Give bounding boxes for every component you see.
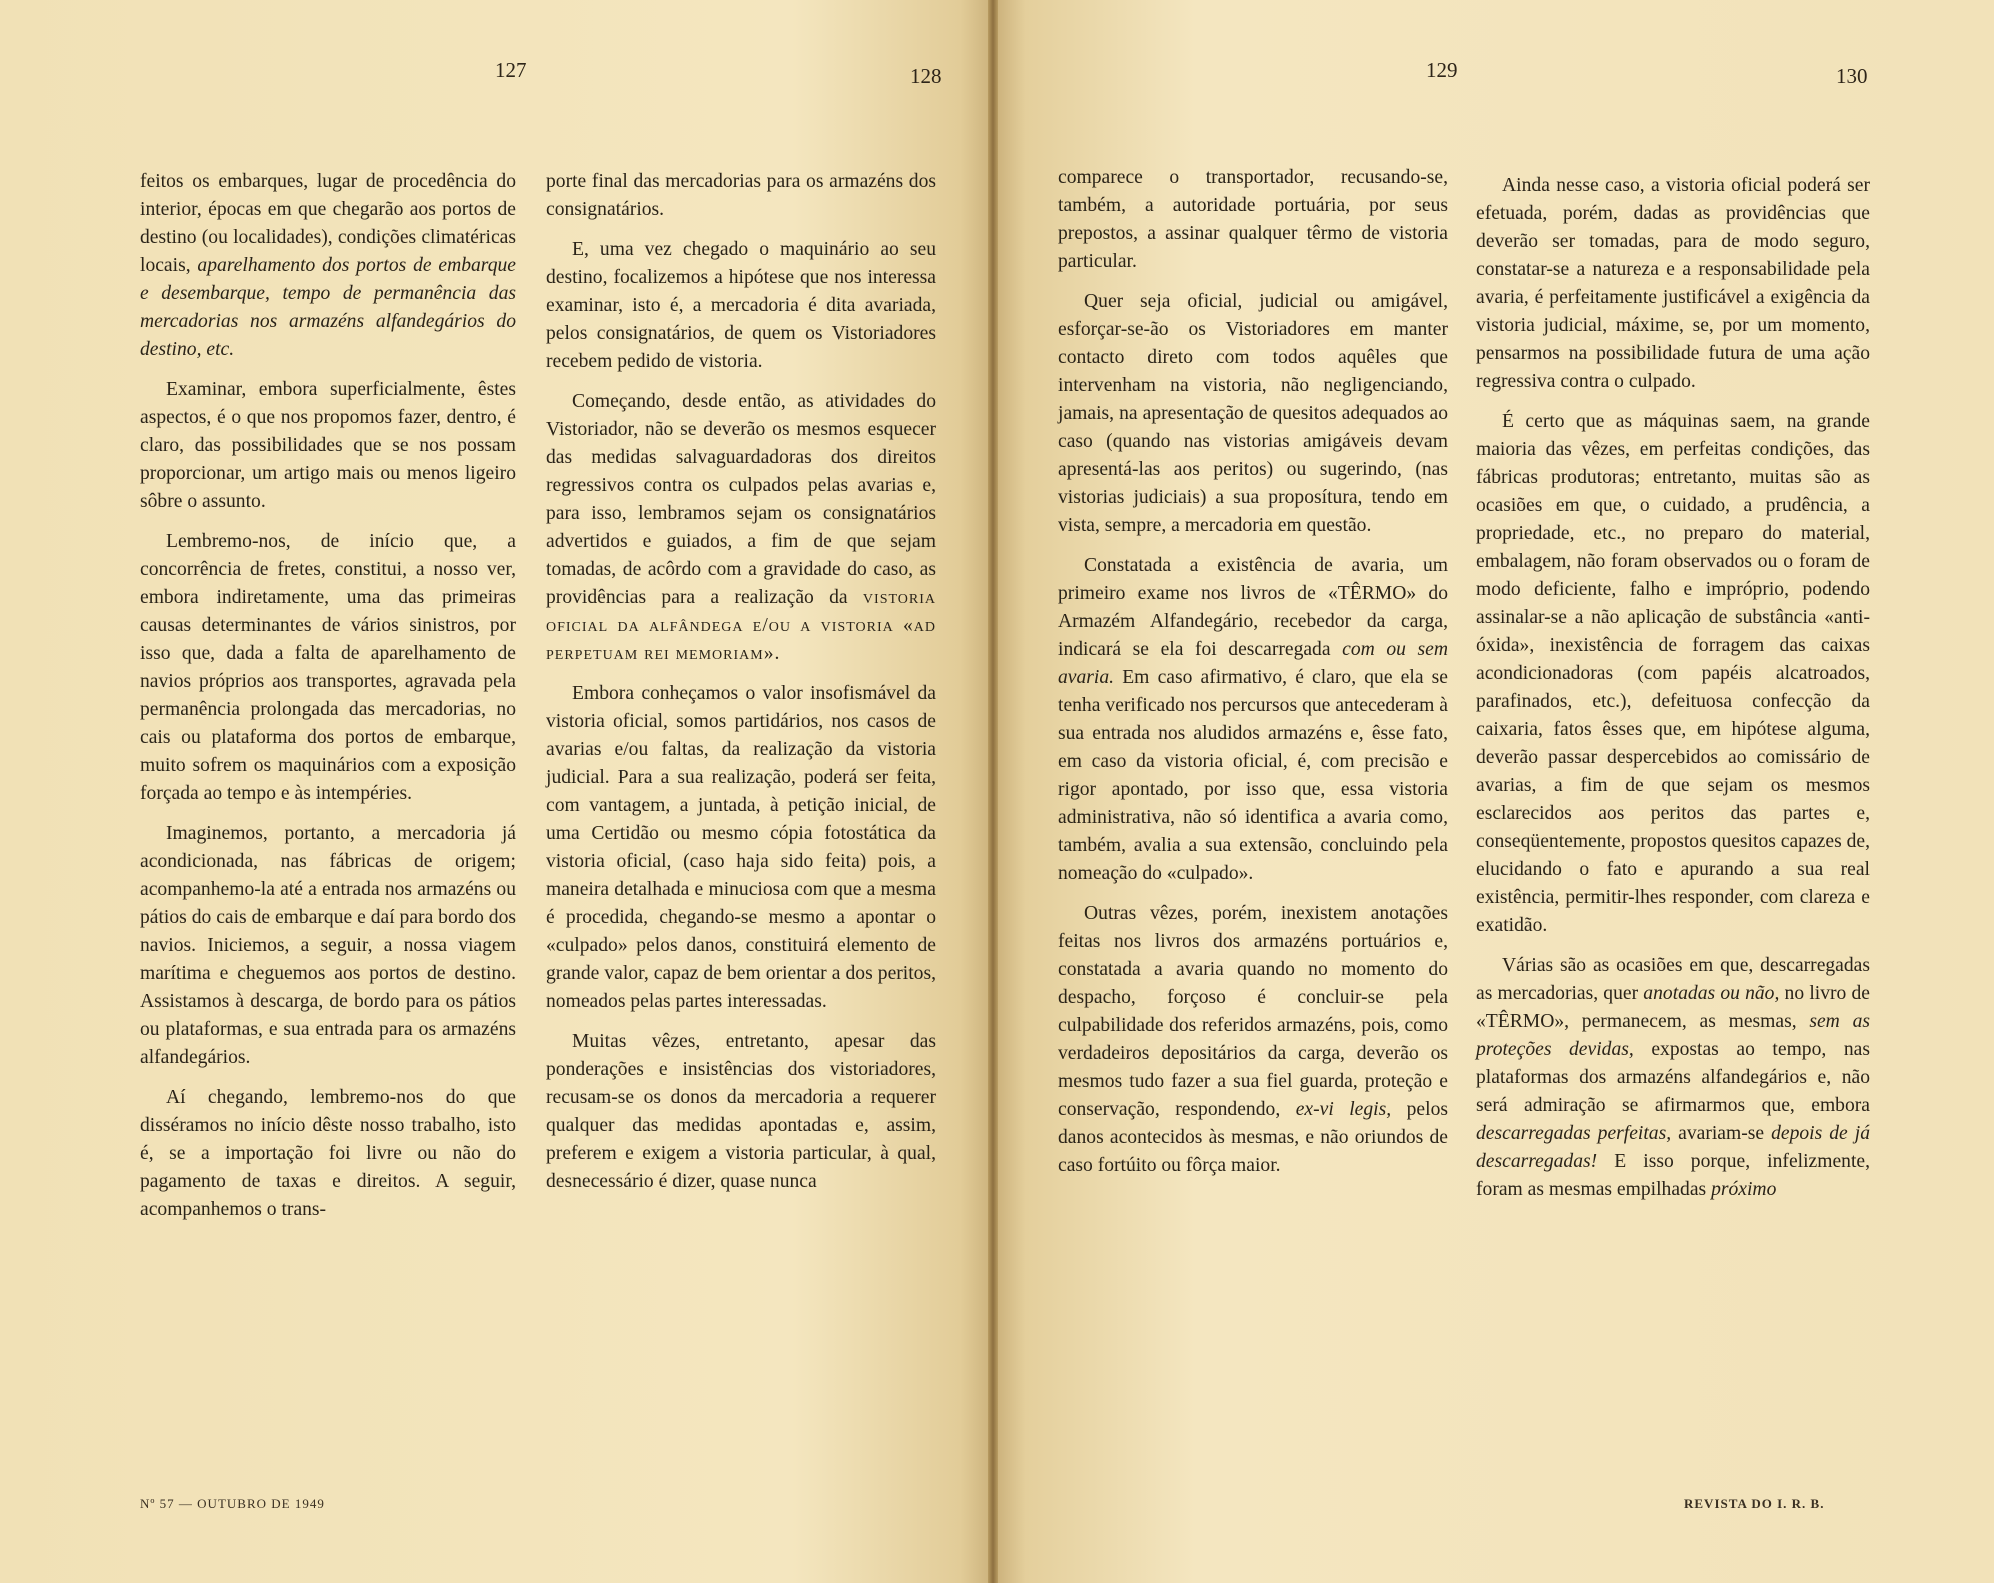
page-number: 129 xyxy=(1426,58,1458,82)
paragraph: Muitas vêzes, entretanto, apesar das ponderações e insistências dos vistoriadores, recusam-se os donos da mercadoria a requerer qualquer das medidas apontadas e, assim, preferem e exigem a vistoria particular, à qual, desnecessário é dizer, quase nunca xyxy=(546,1031,936,1192)
italic-run: ex-vi legis, xyxy=(1295,1099,1392,1120)
paragraph: Quer seja oficial, judicial ou amigável, esforçar-se-ão os Vistoriadores em manter contacto direto com todos aquêles que intervenham na vistoria, não negligenciando, jamais, na apresentação de quesitos adequados ao caso (quando nas vistorias amigáveis devam apresentá-las aos peritos) ou sugerindo, (nas vistorias judiciais) a sua proposítura, tendo em vista, sempre, a mercadoria em questão. xyxy=(1058,291,1448,536)
paragraph: comparece o transportador, recusando-se, também, a autoridade portuária, por seus prepostos, a assinar qualquer têrmo de vistoria particular. xyxy=(1058,167,1448,272)
text-run: Outras vêzes, porém, inexistem anotações feitas nos livros dos armazéns portuários e, constatada a avaria quando no momento do despacho, forçoso é concluir-se pela culpabilidade dos referidos armazéns, pois, como verdadeiros depositários da carga, deverão os mesmos tudo fazer a sua fiel guarda, proteção e conservação, respondendo, xyxy=(1058,903,1448,1120)
paragraph: Lembremo-nos, de início que, a concorrência de fretes, constitui, a nosso ver, embora indiretamente, uma das primeiras causas determinantes de vários sinistros, por isso que, dada a falta de aparelhamento de navios próprios aos transportes, agravada pela permanência prolongada das mercadorias, no cais ou plataforma dos portos de embarque, muito sofrem os maquinários com a exposição forçada ao tempo e às intempéries. xyxy=(140,531,516,804)
text-run: feitos os embarques, lugar de procedência do interior, épocas em que chegarão aos portos de destino (ou localidades), condições climatéricas locais, xyxy=(140,171,516,276)
italic-run: anotadas ou não, xyxy=(1643,983,1780,1004)
paragraph: É certo que as máquinas saem, na grande maioria das vêzes, em perfeitas condições, das fábricas produtoras; entretanto, muitas são as ocasiões em que, o cuidado, a prudência, a propriedade, etc., no preparo do material, embalagem, não foram observados ou o foram de modo deficiente, falho e impróprio, podendo assinalar-se a não aplicação de substância «anti-óxida», inexistência de forragem das caixas acondicionadoras (com papéis alcatroados, parafinados, etc.), defeituosa confecção da caixaria, fatos êsses que, em hipótese alguma, deverão passar despercebidos ao comissário de avarias, a fim de que sejam os mesmos esclarecidos aos peritos das partes e, conseqüentemente, propostos quesitos capazes de, elucidando o fato e apurando a sua real existência, permitir-lhes responder, com clareza e exatidão. xyxy=(1476,411,1870,936)
text-run: Em caso afirmativo, é claro, que ela se tenha verificado nos percursos que antecederam à sua entrada nos aludidos armazéns e, êsse fato, em caso da vistoria oficial, é, com precisão e rigor apontado, por isso que, essa vistoria administrativa, não só identifica a avaria como, também, avalia a sua extensão, concluindo pela nomeação do «culpado». xyxy=(1058,667,1448,884)
italic-run: com ou sem avaria. xyxy=(1058,639,1448,688)
paragraph: Examinar, embora superficialmente, êstes aspectos, é o que nos propomos fazer, dentro, é claro, das possibilidades que se nos possam proporcionar, um artigo mais ou menos ligeiro sôbre o assunto. xyxy=(140,379,516,512)
paragraph xyxy=(1058,552,1448,888)
text-run: avariam-se xyxy=(1671,1123,1772,1144)
paragraph: E, uma vez chegado o maquinário ao seu destino, focalizemos a hipótese que nos interessa examinar, isto é, a mercadoria é dita avariada, pelos consignatários, de quem os Vistoriadores recebem pedido de vistoria. xyxy=(546,239,936,372)
paragraph: Aí chegando, lembremo-nos do que disséramos no início dêste nosso trabalho, isto é, se a importação foi livre ou não do pagamento de taxas e direitos. A seguir, acompanhemos o trans- xyxy=(140,1087,516,1220)
paragraph xyxy=(140,168,516,364)
text-run: Várias são as ocasiões em que, descarregadas as mercadorias, quer xyxy=(1476,955,1870,1004)
page-number: 127 xyxy=(495,58,527,82)
paragraph: porte final das mercadorias para os armazéns dos consignatários. xyxy=(546,171,936,220)
text-column-129 xyxy=(1058,164,1448,1192)
footer-issue-date: Nº 57 — OUTUBRO DE 1949 xyxy=(140,1496,325,1511)
paragraph xyxy=(546,388,936,668)
text-run: Constatada a existência de avaria, um primeiro exame nos livros de «TÊRMO» do Armazém Alfandegário, recebedor da carga, indicará se ela foi descarregada xyxy=(1058,555,1448,660)
footer-journal-title: REVISTA DO I. R. B. xyxy=(1684,1496,1825,1511)
paragraph xyxy=(1476,952,1870,1204)
italic-run: depois de já descarregadas! xyxy=(1476,1123,1870,1172)
italic-run: sem as proteções devidas, xyxy=(1476,1011,1870,1060)
paragraph: Imaginemos, portanto, a mercadoria já acondicionada, nas fábricas de origem; acompanhemo-la até a entrada nos armazéns ou pátios do cais de embarque e daí para bordo dos navios. Iniciemos, a seguir, a nossa viagem marítima e cheguemos aos portos de destino. Assistamos à descarga, de bordo para os pátios ou plataformas, e sua entrada para os armazéns alfandegários. xyxy=(140,823,516,1068)
text-run: expostas ao tempo, nas plataformas dos armazéns alfandegários e, não será admiração se afirmarmos que, embora xyxy=(1476,1039,1870,1116)
page-number: 130 xyxy=(1836,64,1868,88)
text-run: no livro de «TÊRMO», permanecem, as mesmas, xyxy=(1476,983,1870,1032)
text-run: pelos danos acontecidos às mesmas, e não oriundos de caso fortúito ou fôrça maior. xyxy=(1058,1099,1448,1176)
text-run: Começando, desde então, as atividades do Vistoriador, não se deverão os mesmos esquecer das medidas salvaguardadoras dos direitos regressivos contra os culpados pelas avarias e, para isso, lembramos sejam os consignatários advertidos e guiados, a fim de que sejam tomadas, de acôrdo com a gravidade do caso, as providências para a realização da xyxy=(546,391,936,608)
text-column-130 xyxy=(1476,172,1870,1216)
book-gutter xyxy=(988,0,998,1583)
paragraph: Ainda nesse caso, a vistoria oficial poderá ser efetuada, porém, dadas as providências que deverão ser tomadas, para de modo seguro, constatar-se a natureza e a responsabilidade pela avaria, é perfeitamente justificável a exigência da vistoria judicial, máxime, se, por um momento, pensarmos na possibilidade futura de uma ação regressiva contra o culpado. xyxy=(1476,175,1870,392)
text-run: E isso porque, infelizmente, foram as mesmas empilhadas xyxy=(1476,1151,1870,1200)
page-number: 128 xyxy=(910,64,942,88)
italic-run: próximo xyxy=(1711,1179,1777,1200)
text-column-128 xyxy=(546,168,936,1208)
italic-run: descarregadas perfeitas, xyxy=(1476,1123,1672,1144)
text-column-127 xyxy=(140,168,516,1236)
paragraph xyxy=(1058,900,1448,1180)
paragraph: Embora conheçamos o valor insofismável da vistoria oficial, somos partidários, nos casos de avarias e/ou faltas, da realização da vistoria judicial. Para a sua realização, poderá ser feita, com vantagem, a juntada, à petição inicial, de uma Certidão ou mesmo cópia fotostática da vistoria oficial, (caso haja sido feita) pois, a maneira detalhada e minuciosa com que a mesma é procedida, chegando-se mesmo a apontar o «culpado» pelos danos, constituirá elemento de grande valor, capaz de bem orientar a dos peritos, nomeados pelas partes interessadas. xyxy=(546,683,936,1012)
small-caps-run: vistoria oficial da alfândega e/ou a vistoria «ad perpetuam rei memoriam». xyxy=(546,587,936,664)
italic-run: aparelhamento dos portos de embarque e desembarque, tempo de permanência das mercadorias nos armazéns alfandegários do destino, etc. xyxy=(140,255,516,360)
